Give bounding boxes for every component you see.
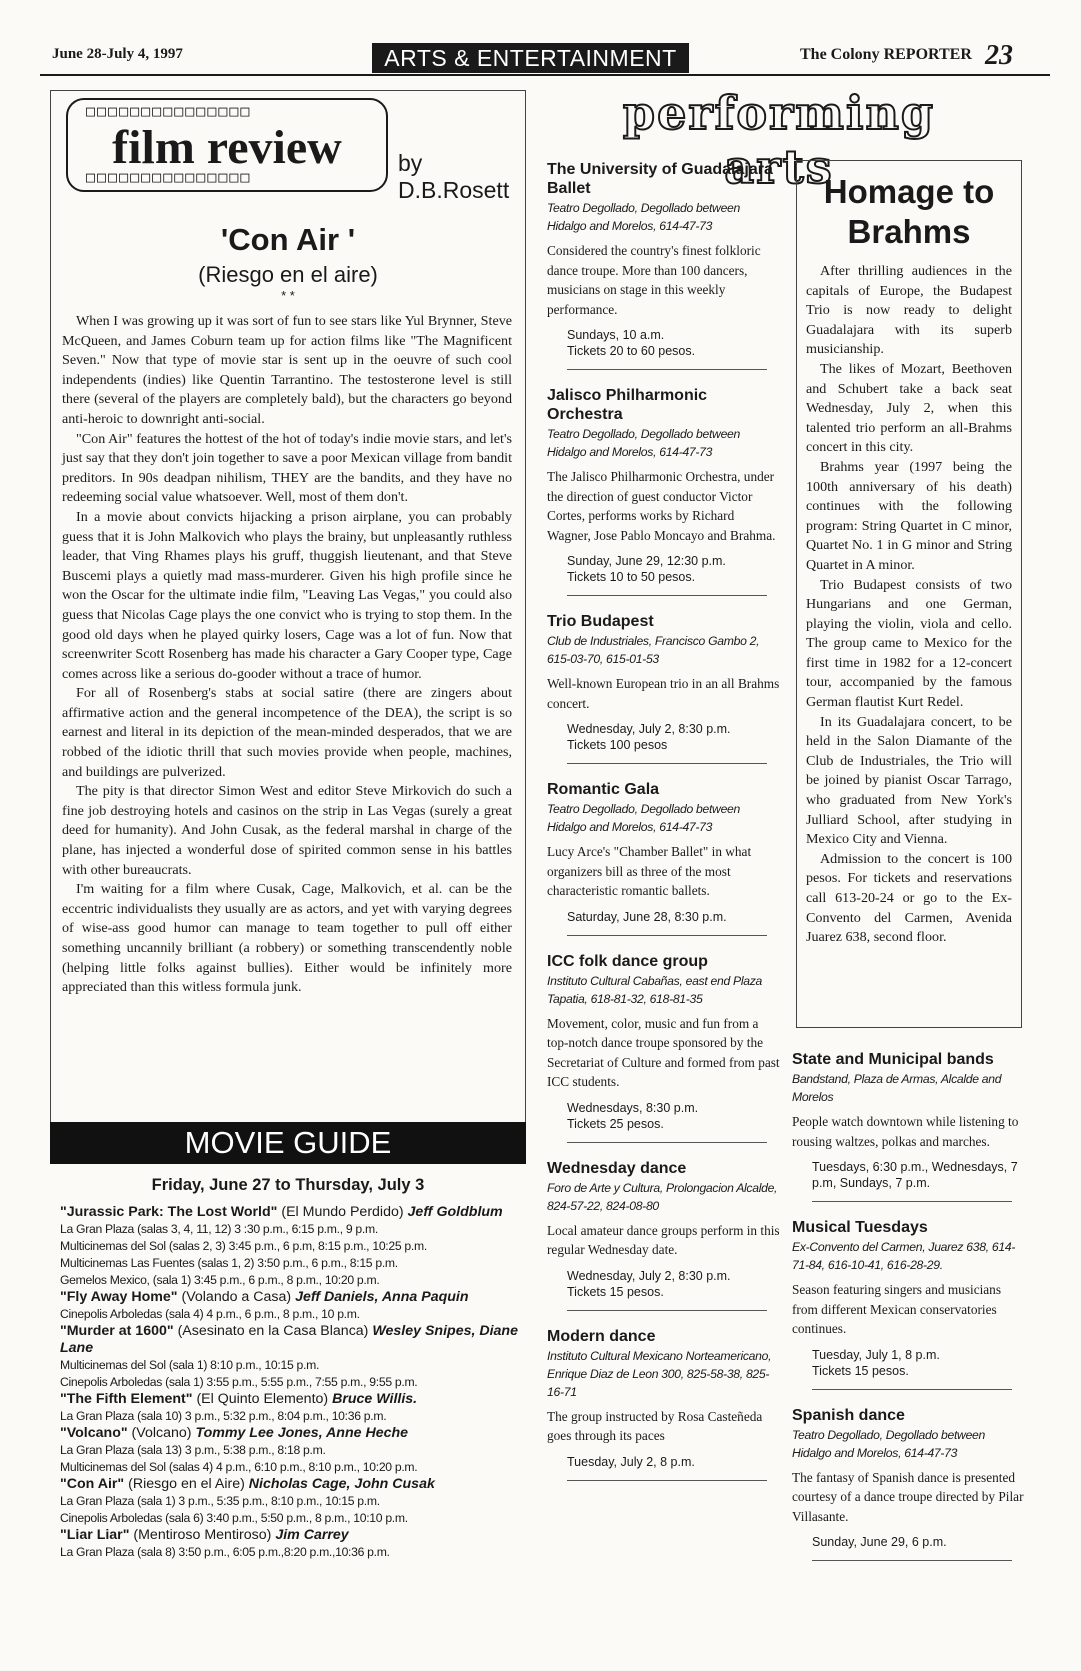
review-paragraph: "Con Air" features the hottest of the hot of today's indie movie stars, and let's just say that they don't join together to save a poor Mexican village from bandit preditors. In 90s deadpan nihilism, THEY are the bandits, and they have no redeeming social value whatsoever. Well, most of them don't. (62, 430, 512, 506)
event-time-line: Tickets 10 to 50 pesos. (567, 570, 696, 584)
movie-entry-title (60, 1289, 530, 1306)
homage-paragraph: In its Guadalajara concert, to be held in the Salon Diamante of the Club de Industriales, the Trio will be joined by pianist Oscar Tarrago, who graduated from New York's Julliard School, after studying in Mexico City and Vienna. (806, 713, 1012, 848)
review-paragraph: For all of Rosenberg's stabs at social satire (there are zingers about affirmative action and the general incompetence of the DEA), the script is so earnest and literal in its depiction of the mean-minded desperados, that we are robbed of the idiotic thrill that such movies provide when people, machines, and buildings are pulverized. (62, 685, 512, 780)
page-number: 23 (985, 40, 1013, 71)
byline-by: by (398, 150, 423, 176)
event-venue: Foro de Arte y Cultura, Prolongacion Alcalde, 824-57-22, 824-08-80 (547, 1180, 778, 1213)
movie-title: "Jurassic Park: The Lost World" (60, 1204, 278, 1220)
review-title: 'Con Air ' (220, 222, 356, 257)
event-times (792, 1159, 1024, 1191)
event-time-line: Tickets 25 pesos. (567, 1116, 664, 1131)
event-time-line: Tuesday, July 2, 8 p.m. (567, 1454, 695, 1469)
movie-entry-title (60, 1476, 530, 1493)
review-paragraph: I'm waiting for a film where Cusak, Cage, Malkovich, et al. can be the eccentric individualists they usually are as actors, and yet with varying degrees of wise-ass good humor can manage to team together to pull off either something uncannily brilliant (a robbery) or something transcendently noble (helping little folks against bullies). Either would be infinitely more appreciated than this witless formula junk. (62, 881, 512, 996)
event-time-line: Tickets 100 pesos (567, 738, 668, 752)
movie-showtimes: La Gran Plaza (sala 8) 3:50 p.m., 6:05 p.m.,8:20 p.m.,10:36 p.m. (60, 1545, 390, 1559)
event-description: Considered the country's finest folkloric dance troupe. More than 100 dancers, musicians on stage in this weekly performance. (547, 243, 761, 317)
movie-cast: Jeff Goldblum (407, 1204, 503, 1220)
movie-showtimes: La Gran Plaza (sala 10) 3 p.m., 5:32 p.m., 8:04 p.m., 10:36 p.m. (60, 1409, 387, 1423)
review-paragraph: When I was growing up it was sort of fun to see stars like Yul Brynner, Steve McQueen, and James Coburn team up for action films like "The Magnificent Seven." Now that type of movie star is sent up in the oeuvre of such cool independents (indies) like Quentin Tarrantino. The testosterone level is still there (several of the players are completely bald), but the characters go beyond anti-heroic to downright anti-social. (62, 313, 512, 427)
movie-spanish-title: (El Quinto Elemento) (196, 1391, 329, 1407)
event-time-line: Sundays, 10 a.m. (567, 328, 665, 342)
event-venue: Instituto Cultural Cabañas, east end Plaza Tapatia, 618-81-32, 618-81-35 (547, 973, 763, 1006)
event-title: Musical Tuesdays (792, 1219, 928, 1236)
movie-showtimes: Cinepolis Arboledas (sala 4) 4 p.m., 6 p.m., 8 p.m., 10 p.m. (60, 1307, 360, 1321)
movie-entry-title (60, 1323, 530, 1357)
movie-showtimes: La Gran Plaza (sala 1) 3 p.m., 5:35 p.m., 8:10 p.m., 10:15 p.m. (60, 1494, 380, 1508)
event-divider (567, 1310, 767, 1311)
review-subtitle: (Riesgo en el aire) (198, 262, 378, 287)
review-paragraph: In a movie about convicts hijacking a prison airplane, you can probably guess that it is John Malkovich who plays the brainy, but unpleasantly ruthless leader, that Ving Rhames plays his gruff, thuggish lieutenant, and that Steve Buscemi plays a quietly mad mass-murderer. Given his high profile since he won the Oscar for the ultimate indie film, "Leaving Las Vegas," you could also guess that Nicolas Cage plays the one convict who is trying to stop them. In the good old days when he played quirky losers, Cage was a lot of fun. Now that screenwriter Scott Rosenberg has made his character a Gary Cooper type, Cage comes across like a serious do-gooder without a trace of humor. (62, 508, 512, 682)
movie-spanish-title: (Volando a Casa) (181, 1289, 292, 1305)
event-divider (567, 763, 767, 764)
event-time-line: Wednesdays, 8:30 p.m. (567, 1100, 699, 1115)
event-time-line: Tuesdays, 6:30 p.m., Wednesdays, 7 p.m, Sundays, 7 p.m. (812, 1160, 1018, 1190)
movie-showtimes: Gemelos Mexico, (sala 1) 3:45 p.m., 6 p.m., 8 p.m., 10:20 p.m. (60, 1273, 380, 1287)
homage-paragraph: Admission to the concert is 100 pesos. For tickets and reservations call 613-20-24 or go to the Ex-Convento del Carmen, Avenida Juarez 638, second floor. (806, 850, 1012, 946)
event-time-line: Tickets 15 pesos. (812, 1363, 909, 1378)
newspaper-name: The Colony REPORTER (800, 46, 972, 63)
movie-spanish-title: (Mentiroso Mentiroso) (133, 1527, 272, 1543)
event-divider (812, 1389, 1012, 1390)
movie-spanish-title: (Volcano) (131, 1425, 192, 1441)
event-description: Movement, color, music and fun from a top-notch dance troupe sponsored by the Secretariat of Culture and formed from past ICC students. (547, 1015, 780, 1089)
movie-spanish-title: (Riesgo en el Aire) (128, 1476, 245, 1492)
event-divider (567, 1142, 767, 1143)
event-listing (792, 1050, 1024, 1202)
event-listing (547, 780, 780, 936)
movie-cast: Jeff Daniels, Anna Paquin (295, 1289, 469, 1305)
event-listing (547, 1327, 780, 1481)
film-strip-top: □□□□□□□□□□□□□□□ (86, 102, 252, 120)
event-time-line: Wednesday, July 2, 8:30 p.m. (567, 722, 731, 736)
event-time-line: Wednesday, July 2, 8:30 p.m. (567, 1268, 731, 1283)
header-rule (40, 74, 1050, 76)
homage-paragraph: Brahms year (1997 being the 100th anniversary of his death) continues with the following program: String Quartet in C minor, Quartet No. 1 in G minor and String Quartet in A minor. (806, 458, 1012, 573)
event-description: Lucy Arce's "Chamber Ballet" in what organizers bill as three of the most characteristic romantic ballets. (547, 844, 752, 898)
event-venue: Teatro Degollado, Degollado between Hidalgo and Morelos, 614-47-73 (547, 802, 740, 834)
movie-title: "Fly Away Home" (60, 1289, 178, 1305)
event-description: The Jalisco Philharmonic Orchestra, under the direction of guest conductor Victor Cortes, performs works by Richard Wagner, Jose Pablo Moncayo and Brahma. (547, 469, 776, 543)
event-times (547, 721, 780, 753)
event-title: ICC folk dance group (547, 952, 708, 970)
event-divider (567, 1480, 767, 1481)
movie-cast: Jim Carrey (275, 1527, 349, 1543)
event-title: Trio Budapest (547, 613, 654, 630)
event-divider (567, 369, 767, 370)
movie-cast: Bruce Willis. (332, 1391, 418, 1407)
event-times (792, 1347, 1024, 1379)
event-time-line: Saturday, June 28, 8:30 p.m. (567, 909, 727, 924)
movie-showtimes: La Gran Plaza (salas 3, 4, 11, 12) 3 :30 p.m., 6:15 p.m., 9 p.m. (60, 1222, 378, 1236)
movie-title: "Con Air" (60, 1476, 125, 1492)
event-times (547, 1454, 780, 1470)
movie-showtimes: Multicinemas del Sol (salas 4) 4 p.m., 6:10 p.m., 8:10 p.m., 10:20 p.m. (60, 1460, 418, 1474)
event-title: Spanish dance (792, 1406, 905, 1424)
event-venue: Club de Industriales, Francisco Gambo 2, 615-03-70, 615-01-53 (547, 634, 760, 666)
section-banner: ARTS & ENTERTAINMENT (372, 43, 689, 73)
movie-title: "Liar Liar" (60, 1527, 130, 1543)
movie-entry-title (60, 1204, 530, 1221)
movie-showtimes: Multicinemas del Sol (sala 1) 8:10 p.m., 10:15 p.m. (60, 1358, 320, 1372)
movie-guide-heading: MOVIE GUIDE (50, 1122, 526, 1164)
movie-showtimes: La Gran Plaza (sala 13) 3 p.m., 5:38 p.m., 8:18 p.m. (60, 1443, 326, 1457)
event-divider (812, 1560, 1012, 1561)
events-column-2 (792, 1050, 1024, 1561)
event-title: Romantic Gala (547, 781, 660, 798)
event-time-line: Sunday, June 29, 6 p.m. (812, 1535, 947, 1549)
event-listing (547, 386, 780, 596)
event-divider (812, 1201, 1012, 1202)
event-venue: Instituto Cultural Mexicano Norteamericano, Enrique Diaz de Leon 300, 825-58-38, 825-16-71 (547, 1348, 772, 1399)
movie-entry-title (60, 1425, 530, 1442)
event-venue: Bandstand, Plaza de Armas, Alcalde and Morelos (792, 1072, 1002, 1104)
event-listing (547, 952, 780, 1143)
event-title: Jalisco Philharmonic Orchestra (547, 387, 708, 423)
event-times (547, 1100, 780, 1132)
event-description: Season featuring singers and musicians from different Mexican conservatories continues. (792, 1282, 1002, 1336)
event-title: State and Municipal bands (792, 1051, 994, 1068)
film-review-heading: film review (112, 121, 342, 174)
movie-showtimes: Cinepolis Arboledas (sala 1) 3:55 p.m., 5:55 p.m., 7:55 p.m., 9:55 p.m. (60, 1375, 418, 1389)
homage-title: Homage to Brahms (823, 173, 995, 250)
event-description: Well-known European trio in an all Brahms concert. (547, 676, 780, 711)
movie-cast: Nicholas Cage, John Cusak (248, 1476, 435, 1492)
movie-spanish-title: (Asesinato en la Casa Blanca) (177, 1323, 369, 1339)
event-times (792, 1534, 1024, 1550)
event-listing (547, 1159, 780, 1311)
film-review-logo (66, 98, 388, 192)
event-divider (567, 935, 767, 936)
performing-arts-heading: performing arts (622, 86, 936, 194)
event-description: Local amateur dance groups perform in this regular Wednesday date. (547, 1222, 780, 1257)
event-time-line: Tickets 20 to 60 pesos. (567, 344, 696, 358)
homage-paragraph: The likes of Mozart, Beethoven and Schubert take a back seat Wednesday, July 2, when this talented trio perform an all-Brahms concert in this city. (806, 360, 1012, 456)
movie-cast: Tommy Lee Jones, Anne Heche (195, 1425, 409, 1441)
review-rating: * * (281, 288, 295, 303)
event-description: The fantasy of Spanish dance is presented courtesy of a dance troupe directed by Pilar Villasante. (792, 1469, 1024, 1524)
movie-entry-title (60, 1527, 530, 1544)
movie-showtimes: Multicinemas del Sol (salas 2, 3) 3:45 p.m., 6 p.m, 8:15 p.m., 10:25 p.m. (60, 1239, 427, 1253)
event-venue: Ex-Convento del Carmen, Juarez 638, 614-71-84, 616-10-41, 616-28-29. (792, 1240, 1016, 1272)
event-venue: Teatro Degollado, Degollado between Hidalgo and Morelos, 614-47-73 (547, 427, 740, 459)
byline-author: D.B.Rosett (398, 177, 510, 203)
movie-title: "Volcano" (60, 1425, 128, 1441)
movie-spanish-title: (El Mundo Perdido) (281, 1204, 404, 1220)
movie-guide-list (60, 1204, 530, 1561)
movie-title: "Murder at 1600" (60, 1323, 174, 1339)
event-title: The University of Guadalajara Ballet (547, 161, 773, 197)
event-title: Wednesday dance (547, 1159, 687, 1177)
homage-body (806, 262, 1012, 948)
review-body (62, 312, 512, 998)
issue-date: June 28-July 4, 1997 (52, 46, 183, 62)
event-venue: Teatro Degollado, Degollado between Hidalgo and Morelos, 614-47-73 (547, 201, 740, 233)
movie-showtimes: Cinepolis Arboledas (sala 6) 3:40 p.m., 5:50 p.m., 8 p.m., 10:10 p.m. (60, 1511, 408, 1525)
event-title: Modern dance (547, 1327, 656, 1345)
event-listing (792, 1218, 1024, 1390)
event-times (547, 553, 780, 585)
event-divider (567, 595, 767, 596)
homage-paragraph: Trio Budapest consists of two Hungarians and one German, playing the violin, viola and cello. The group came to Mexico for the first time in 1982 for a 12-concert tour, accompanied by the famous German flautist Kurt Redel. (806, 576, 1012, 711)
event-time-line: Tuesday, July 1, 8 p.m. (812, 1347, 940, 1362)
event-times (547, 1268, 780, 1300)
events-column-1 (547, 160, 780, 1481)
movie-title: "The Fifth Element" (60, 1391, 193, 1407)
event-times (547, 327, 780, 359)
movie-guide-dates: Friday, June 27 to Thursday, July 3 (151, 1176, 425, 1194)
event-description: The group instructed by Rosa Casteñeda goes through its paces (547, 1408, 763, 1443)
event-time-line: Tickets 15 pesos. (567, 1284, 664, 1299)
film-strip-bottom: □□□□□□□□□□□□□□□ (86, 168, 252, 186)
event-times (547, 909, 780, 925)
event-listing (547, 160, 780, 370)
homage-paragraph: After thrilling audiences in the capitals of Europe, the Budapest Trio is now ready to delight Guadalajara with its superb musicianship. (806, 263, 1012, 358)
event-venue: Teatro Degollado, Degollado between Hidalgo and Morelos, 614-47-73 (792, 1427, 985, 1460)
event-time-line: Sunday, June 29, 12:30 p.m. (567, 554, 726, 568)
movie-cast: Wesley Snipes, Diane Lane (60, 1323, 518, 1356)
movie-showtimes: Multicinemas Las Fuentes (salas 1, 2) 3:50 p.m., 6 p.m., 8:15 p.m. (60, 1256, 398, 1270)
movie-entry-title (60, 1391, 530, 1408)
event-listing (547, 612, 780, 764)
event-listing (792, 1406, 1024, 1562)
review-paragraph: The pity is that director Simon West and editor Steve Mirkovich do such a fine job destroying hotels and casinos on the strip in Las Vegas (surely a great deed for humanity). And John Cusak, as the federal marshal in charge of the plane, has injected a wonderful dose of spirited common sense in his battles with other bureaucrats. (62, 783, 512, 878)
event-description: People watch downtown while listening to rousing waltzes, polkas and marches. (792, 1114, 1019, 1149)
